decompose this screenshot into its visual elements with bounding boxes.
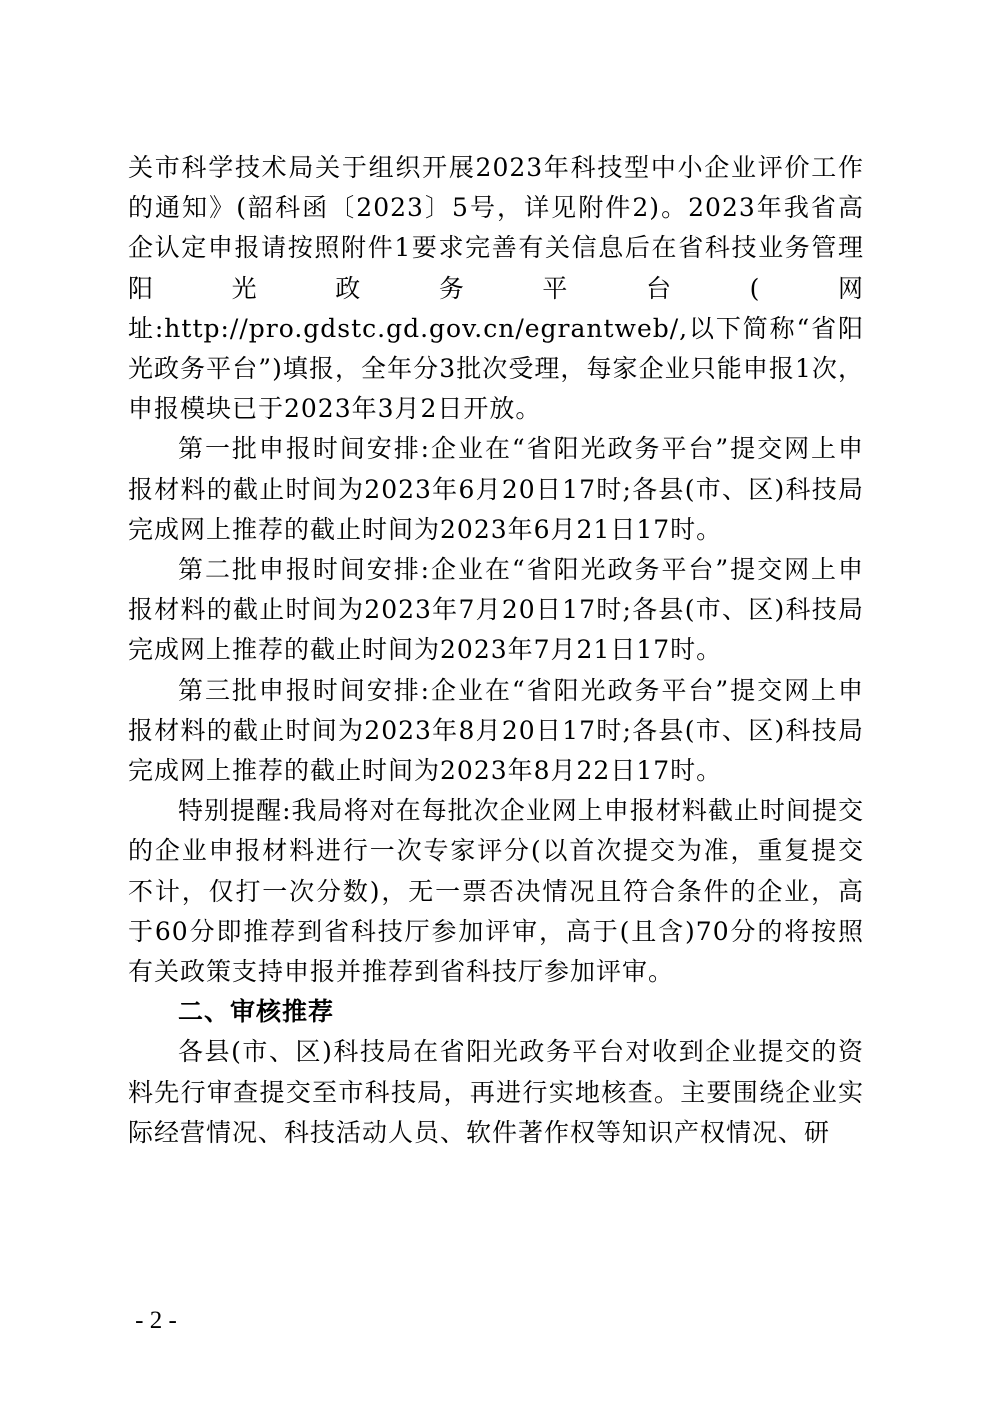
paragraph-intro: 关市科学技术局关于组织开展2023年科技型中小企业评价工作的通知》(韶科函〔2023〕5号，详见附件2)。2023年我省高企认定申报请按照附件1要求完善有关信息后在省科技业务管理阳光政务平台(网址:http://pro.gdstc.gd.gov.cn/egrantweb/,以下简称“省阳光政务平台”)填报，全年分3批次受理，每家企业只能申报1次，申报模块已于2023年3月2日开放。	[128, 153, 864, 424]
paragraph-special-reminder: 特别提醒:我局将对在每批次企业网上申报材料截止时间提交的企业申报材料进行一次专家评分(以首次提交为准，重复提交不计，仅打一次分数)，无一票否决情况且符合条件的企业，高于60分即推荐到省科技厅参加评审，高于(且含)70分的将按照有关政策支持申报并推荐到省科技厅参加评审。	[128, 796, 864, 987]
section-heading: 二、审核推荐	[178, 997, 335, 1027]
paragraph-batch-3: 第三批申报时间安排:企业在“省阳光政务平台”提交网上申报材料的截止时间为2023年8月20日17时;各县(市、区)科技局完成网上推荐的截止时间为2023年8月22日17时。	[128, 675, 864, 786]
paragraph-batch-1: 第一批申报时间安排:企业在“省阳光政务平台”提交网上申报材料的截止时间为2023年6月20日17时;各县(市、区)科技局完成网上推荐的截止时间为2023年6月21日17时。	[128, 434, 864, 544]
page-number: - 2 -	[135, 1307, 177, 1334]
paragraph-batch-2: 第二批申报时间安排:企业在“省阳光政务平台”提交网上申报材料的截止时间为2023年7月20日17时;各县(市、区)科技局完成网上推荐的截止时间为2023年7月21日17时。	[128, 555, 864, 665]
paragraph-review: 各县(市、区)科技局在省阳光政务平台对收到企业提交的资料先行审查提交至市科技局，再进行实地核查。主要围绕企业实际经营情况、科技活动人员、软件著作权等知识产权情况、研	[128, 1037, 864, 1147]
document-body	[128, 148, 864, 1153]
